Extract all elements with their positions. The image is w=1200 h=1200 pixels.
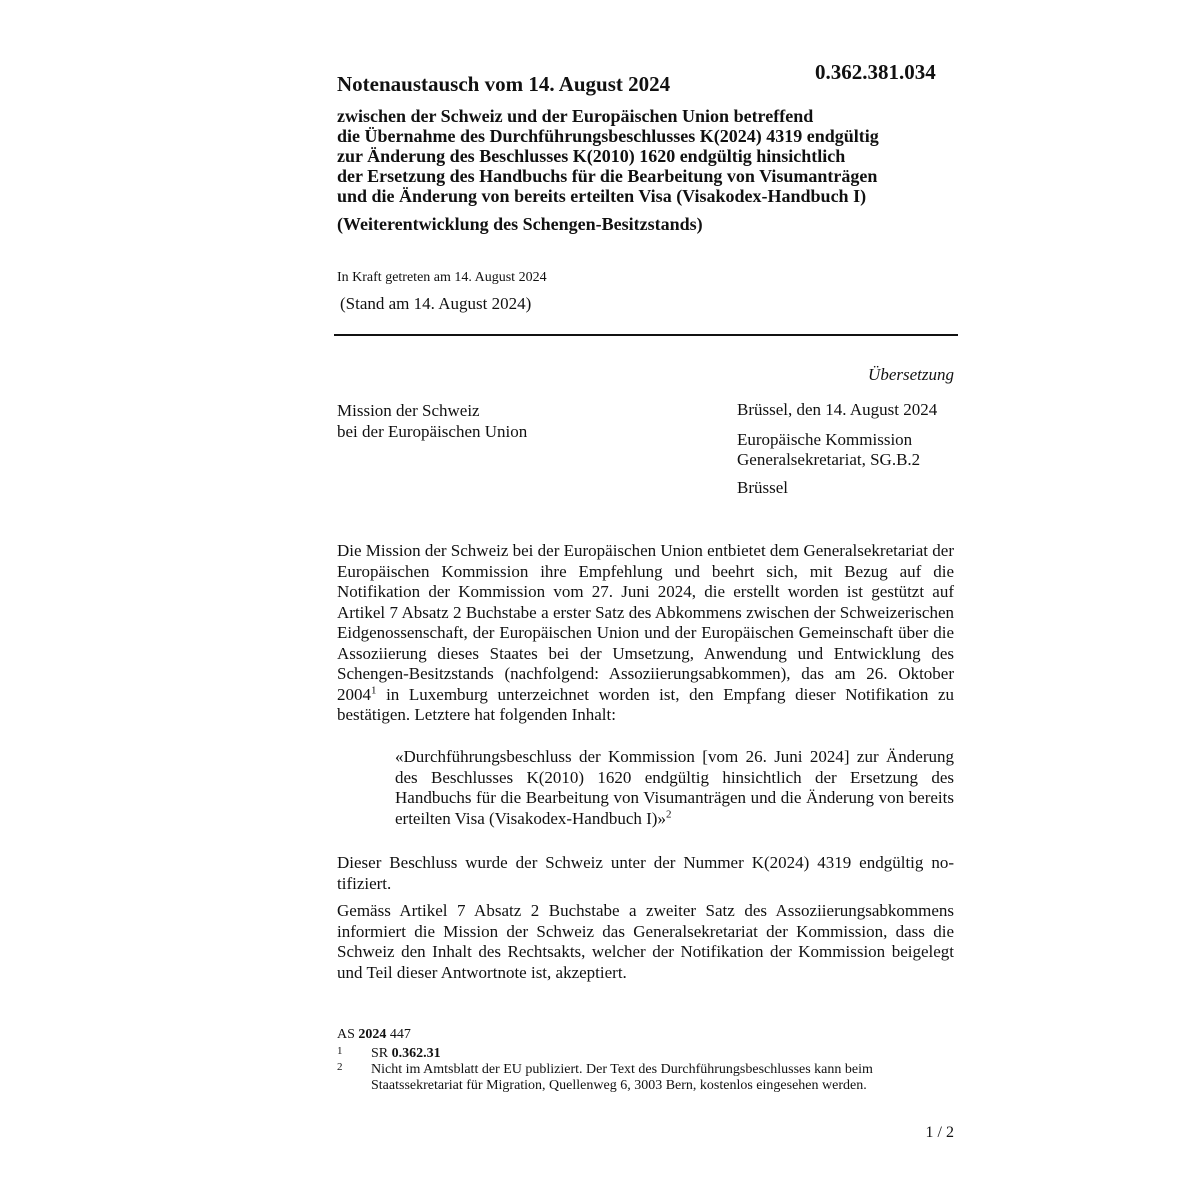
subtitle-line: und die Änderung von bereits erteilten Visa (Visakodex-Handbuch I): [337, 186, 867, 206]
sr-number: 0.362.381.034: [815, 60, 936, 84]
as-reference: [337, 1027, 411, 1043]
as-page: 447: [389, 1027, 411, 1042]
recipient-line: Generalsekretariat, SG.B.2: [737, 450, 921, 469]
quote-text: «Durchführungsbeschluss der Kommission [vom 26. Juni 2024] zur Änderung des Beschlusses K(2010) 1620 endgültig hinsichtlich der Ersetzung des Handbuchs für die Bearbeitung von Visumanträgen und die Änderung von bereits erteilten Visa (Visakodex-Handbuch I)»: [395, 747, 954, 828]
footnote-sr-ref[interactable]: 0.362.31: [391, 1046, 441, 1061]
sender-line: bei der Europäischen Union: [337, 422, 528, 441]
body-paragraph-3: Gemäss Artikel 7 Absatz 2 Buchstabe a zweiter Satz des Assoziierungsabkommens informiert die Mission der Schweiz das Generalsekretariat der Kommission, dass die Schweiz den Inhalt des Rechtsakts, welcher der Notifikation der Kommission beigelegt und Teil dieser Antwortnote ist, akzeptiert.: [337, 901, 954, 982]
subtitle-line: der Ersetzung des Handbuchs für die Bearbeitung von Visumanträgen: [337, 166, 878, 186]
as-year: 2024: [358, 1027, 387, 1042]
subtitle-line: zwischen der Schweiz und der Europäischen Union betreffend: [337, 106, 814, 126]
body-paragraph-2: Dieser Beschluss wurde der Schweiz unter der Nummer K(2024) 4319 endgültig notifiziert.: [337, 853, 954, 893]
body-paragraph-1: [337, 541, 954, 726]
page-number: 1 / 2: [925, 1124, 954, 1141]
recipient-address: [737, 430, 920, 470]
footnote-prefix: SR: [371, 1046, 389, 1061]
header-divider: [334, 334, 958, 336]
footnote-ref-2[interactable]: 2: [665, 807, 672, 820]
as-prefix: AS: [337, 1027, 355, 1042]
schengen-note: (Weiterentwicklung des Schengen-Besitzstands): [337, 214, 703, 234]
footnote-number: 2: [337, 1061, 343, 1073]
footnote-number: 1: [337, 1045, 343, 1057]
footnote-text: Nicht im Amtsblatt der EU publiziert. Der Text des Durchführungsbeschlusses kann beim Staatssekretariat für Migration, Quellenweg 6, 3003 Bern, kostenlos eingesehen werden.: [371, 1062, 873, 1093]
in-force-date: In Kraft getreten am 14. August 2024: [337, 270, 547, 285]
document-subtitle: [337, 106, 977, 206]
subtitle-line: die Übernahme des Durchführungsbeschlusses K(2024) 4319 endgültig: [337, 126, 879, 146]
footnote-1: [337, 1046, 957, 1062]
paragraph-text: in Luxemburg unterzeichnet worden ist, den Empfang dieser Notifikation zu bestätigen. Letztere hat folgenden Inhalt:: [337, 684, 954, 724]
footnotes: [337, 1046, 957, 1094]
subtitle-line: zur Änderung des Beschlusses K(2010) 1620 endgültig hinsichtlich: [337, 146, 846, 166]
recipient-line: Europäische Kommission: [737, 430, 913, 449]
sender-line: Mission der Schweiz: [337, 401, 480, 420]
quoted-decision: [395, 747, 954, 829]
paragraph-text: Die Mission der Schweiz bei der Europäischen Union entbietet dem Generalsekretariat der Europäischen Kommission ihre Empfehlung und beehrt sich, mit Bezug auf die Notifikation der Kommission vom 27. Juni 2024, die erstellt worden ist gestützt auf Artikel 7 Absatz 2 Buchstabe a erster Satz des Abkommens zwischen der Schweizerischen Eidgenossenschaft, der Europäischen Union und der Europäischen Gemeinschaft über die Assoziierung dieses Staates bei der Umsetzung, Anwendung und Entwicklung des Schengen-Besitzstands (nachfolgend: Assoziierungsabkommen), das am 26. Oktober 2004: [337, 541, 954, 704]
recipient-city: Brüssel: [737, 478, 788, 497]
stand-date: (Stand am 14. August 2024): [340, 294, 532, 313]
footnote-2: [337, 1062, 957, 1094]
footnote-ref-1[interactable]: 1: [371, 683, 377, 696]
translation-label: Übersetzung: [868, 365, 954, 384]
sender-address: [337, 400, 527, 442]
document-title: Notenaustausch vom 14. August 2024: [337, 72, 671, 96]
letter-date: Brüssel, den 14. August 2024: [737, 400, 938, 419]
